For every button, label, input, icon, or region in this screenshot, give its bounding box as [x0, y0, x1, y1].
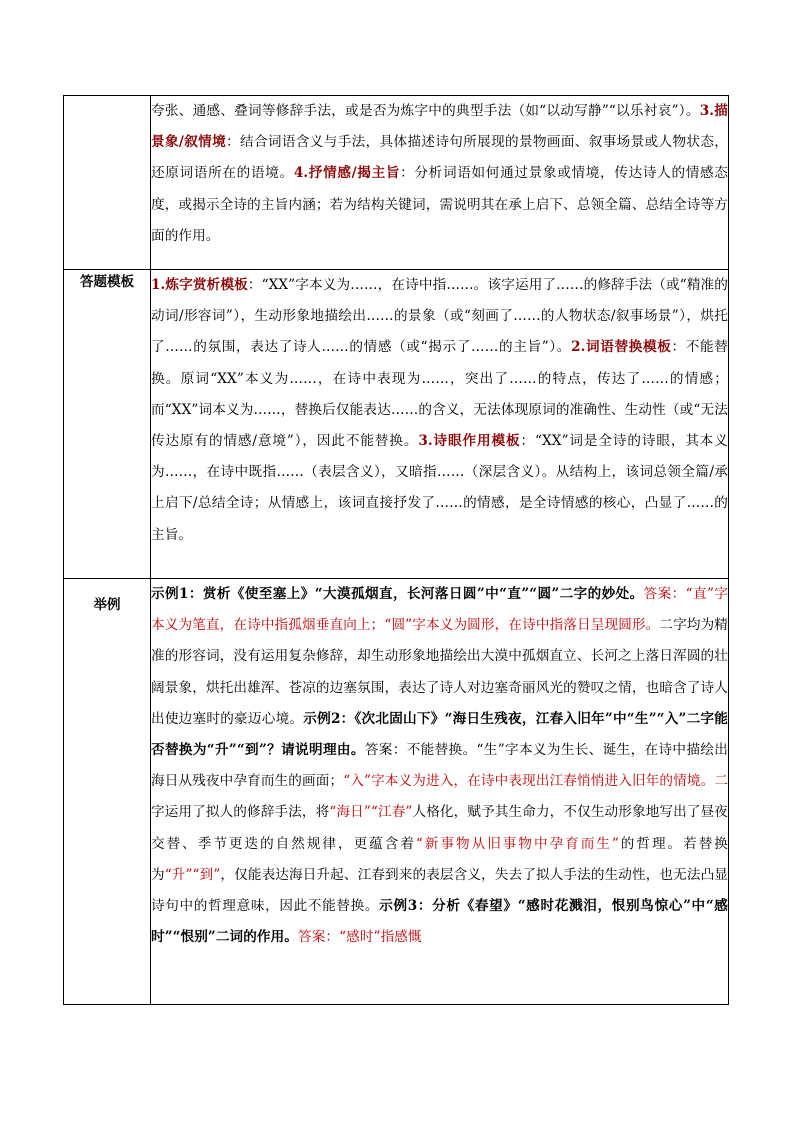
- answer-text: 字运用了拟人的修辞手法，将: [151, 804, 330, 821]
- answer-method-table: [63, 95, 729, 1005]
- answer-label: 答案：: [298, 929, 340, 946]
- answer-text-red: “直”字本义为笔直，在诗中指孤烟垂直向上；“圆”字本义为圆形，在诗中指落日呈现圆形。: [151, 586, 728, 634]
- example-question-1: 示例1：赏析《使至塞上》“大漠孤烟直，长河落日圆”中“直”“圆”二字的妙处。: [151, 586, 644, 602]
- answer-text-red: “新事物从旧事物中孕育而生”: [415, 835, 619, 852]
- step-text: 夸张、通感、叠词等修辞手法，或是否为炼字中的典型手法（如“以动写静”“以乐衬哀”）。: [151, 103, 700, 119]
- template-text: ：“XX”字本义为……，在诗中指……。该字运用了……的修辞手法（或“精准的动词/形容词”），生动形象地描绘出……的景象（或“刻画了……的人物状态/叙事场景”），烘托了……的氛围，表达了诗人……的情感（或“揭示了……的主旨”）。: [151, 277, 728, 356]
- templates-text: [151, 270, 728, 551]
- template-heading-1: 1.炼字赏析模板: [151, 277, 248, 293]
- answer-text: 二字均为精准的形容词，没有运用复杂修辞，却生动形象地描绘出大漠中孤烟直立、长河之上落日浑圆的壮阔景象，烘托出雄浑、苍凉的边塞氛围，表达了诗人对边塞奇丽风光的赞叹之情，也暗含了诗人出使边塞时的豪迈心境。: [151, 617, 729, 727]
- answer-text-red: “入”字本义为进入，在诗中表现出江春悄悄进入旧年的情境。二: [343, 773, 729, 790]
- templates-cell: [151, 270, 729, 579]
- answer-text: 的哲理。若替换为: [151, 835, 729, 883]
- step-heading-3: 3.描景象/叙情境: [151, 103, 728, 151]
- step-text: ：分析词语如何通过景象或情境，传达诗人的情感态度，或揭示全诗的主旨内涵；若为结构关键词，需说明其在承上启下、总领全篇、总结全诗等方面的作用。: [151, 165, 728, 244]
- row-label-empty: [64, 96, 151, 270]
- example-question-2: 示例2：《次北固山下》“海日生残夜，江春入旧年”中“生”“入”二字能否替换为“升”“到”？请说明理由。: [151, 710, 728, 759]
- method-steps-cell: [151, 96, 729, 270]
- step-text: ：结合词语含义与手法，具体描述诗句所展现的景物画面、叙事场景或人物状态，还原词语所在的语境。: [151, 134, 728, 182]
- answer-text: ，仅能表达海日升起、江春到来的表层含义，失去了拟人手法的生动性，也无法凸显诗句中的哲理意味，因此不能替换。: [151, 866, 728, 915]
- table-row: [64, 270, 729, 579]
- answer-text: 不能替换。“生”字本义为生长、诞生，在诗中描绘出海日从残夜中孕育而生的画面；: [151, 742, 728, 790]
- row-label-templates: [64, 270, 151, 579]
- answer-text-red: “升”“到”: [164, 866, 221, 883]
- template-heading-2: 2.词语替换模板: [571, 339, 672, 356]
- method-steps-text: [151, 96, 728, 252]
- answer-label: 答案：: [364, 742, 407, 759]
- examples-cell: [151, 579, 729, 1005]
- table-row: [64, 579, 729, 1005]
- template-text: ：“XX”词是全诗的诗眼，其本义为……，在诗中既指……（表层含义），又暗指……（深层含义）。从结构上，该词总领全篇/承上启下/总结全诗；从情感上，该词直接抒发了……的情感，是全诗情感的核心，凸显了……的主旨。: [151, 433, 728, 543]
- example-question-3: 示例3：分析《春望》“感时花溅泪，恨别鸟惊心”中“感时”“恨别”二词的作用。: [151, 898, 728, 946]
- row-label-examples: [64, 579, 151, 1005]
- examples-label-text: 举例: [93, 597, 121, 613]
- table-row: [64, 96, 729, 270]
- templates-label-text: 答题模板: [80, 274, 134, 290]
- step-heading-4: 4.抒情感/揭主旨: [293, 165, 401, 182]
- template-heading-3: 3.诗眼作用模板: [418, 433, 521, 450]
- answer-text-red: “感时”指感慨: [339, 929, 422, 946]
- answer-text: 人格化，赋予其生命力，不仅生动形象地写出了昼夜交替、季节更迭的自然规律，更蕴含着: [151, 804, 728, 852]
- template-text: ：不能替换。原词“XX”本义为……，在诗中表现为……，突出了……的特点，传达了……的情感；而“XX”词本义为……，替换后仅能表达……的含义，无法体现原词的准确性、生动性（或“无法传达原有的情感/意境”），因此不能替换。: [151, 339, 728, 450]
- answer-label: 答案：: [643, 586, 686, 602]
- answer-text-red: “海日”“江春”: [329, 804, 413, 821]
- examples-text: [151, 579, 728, 953]
